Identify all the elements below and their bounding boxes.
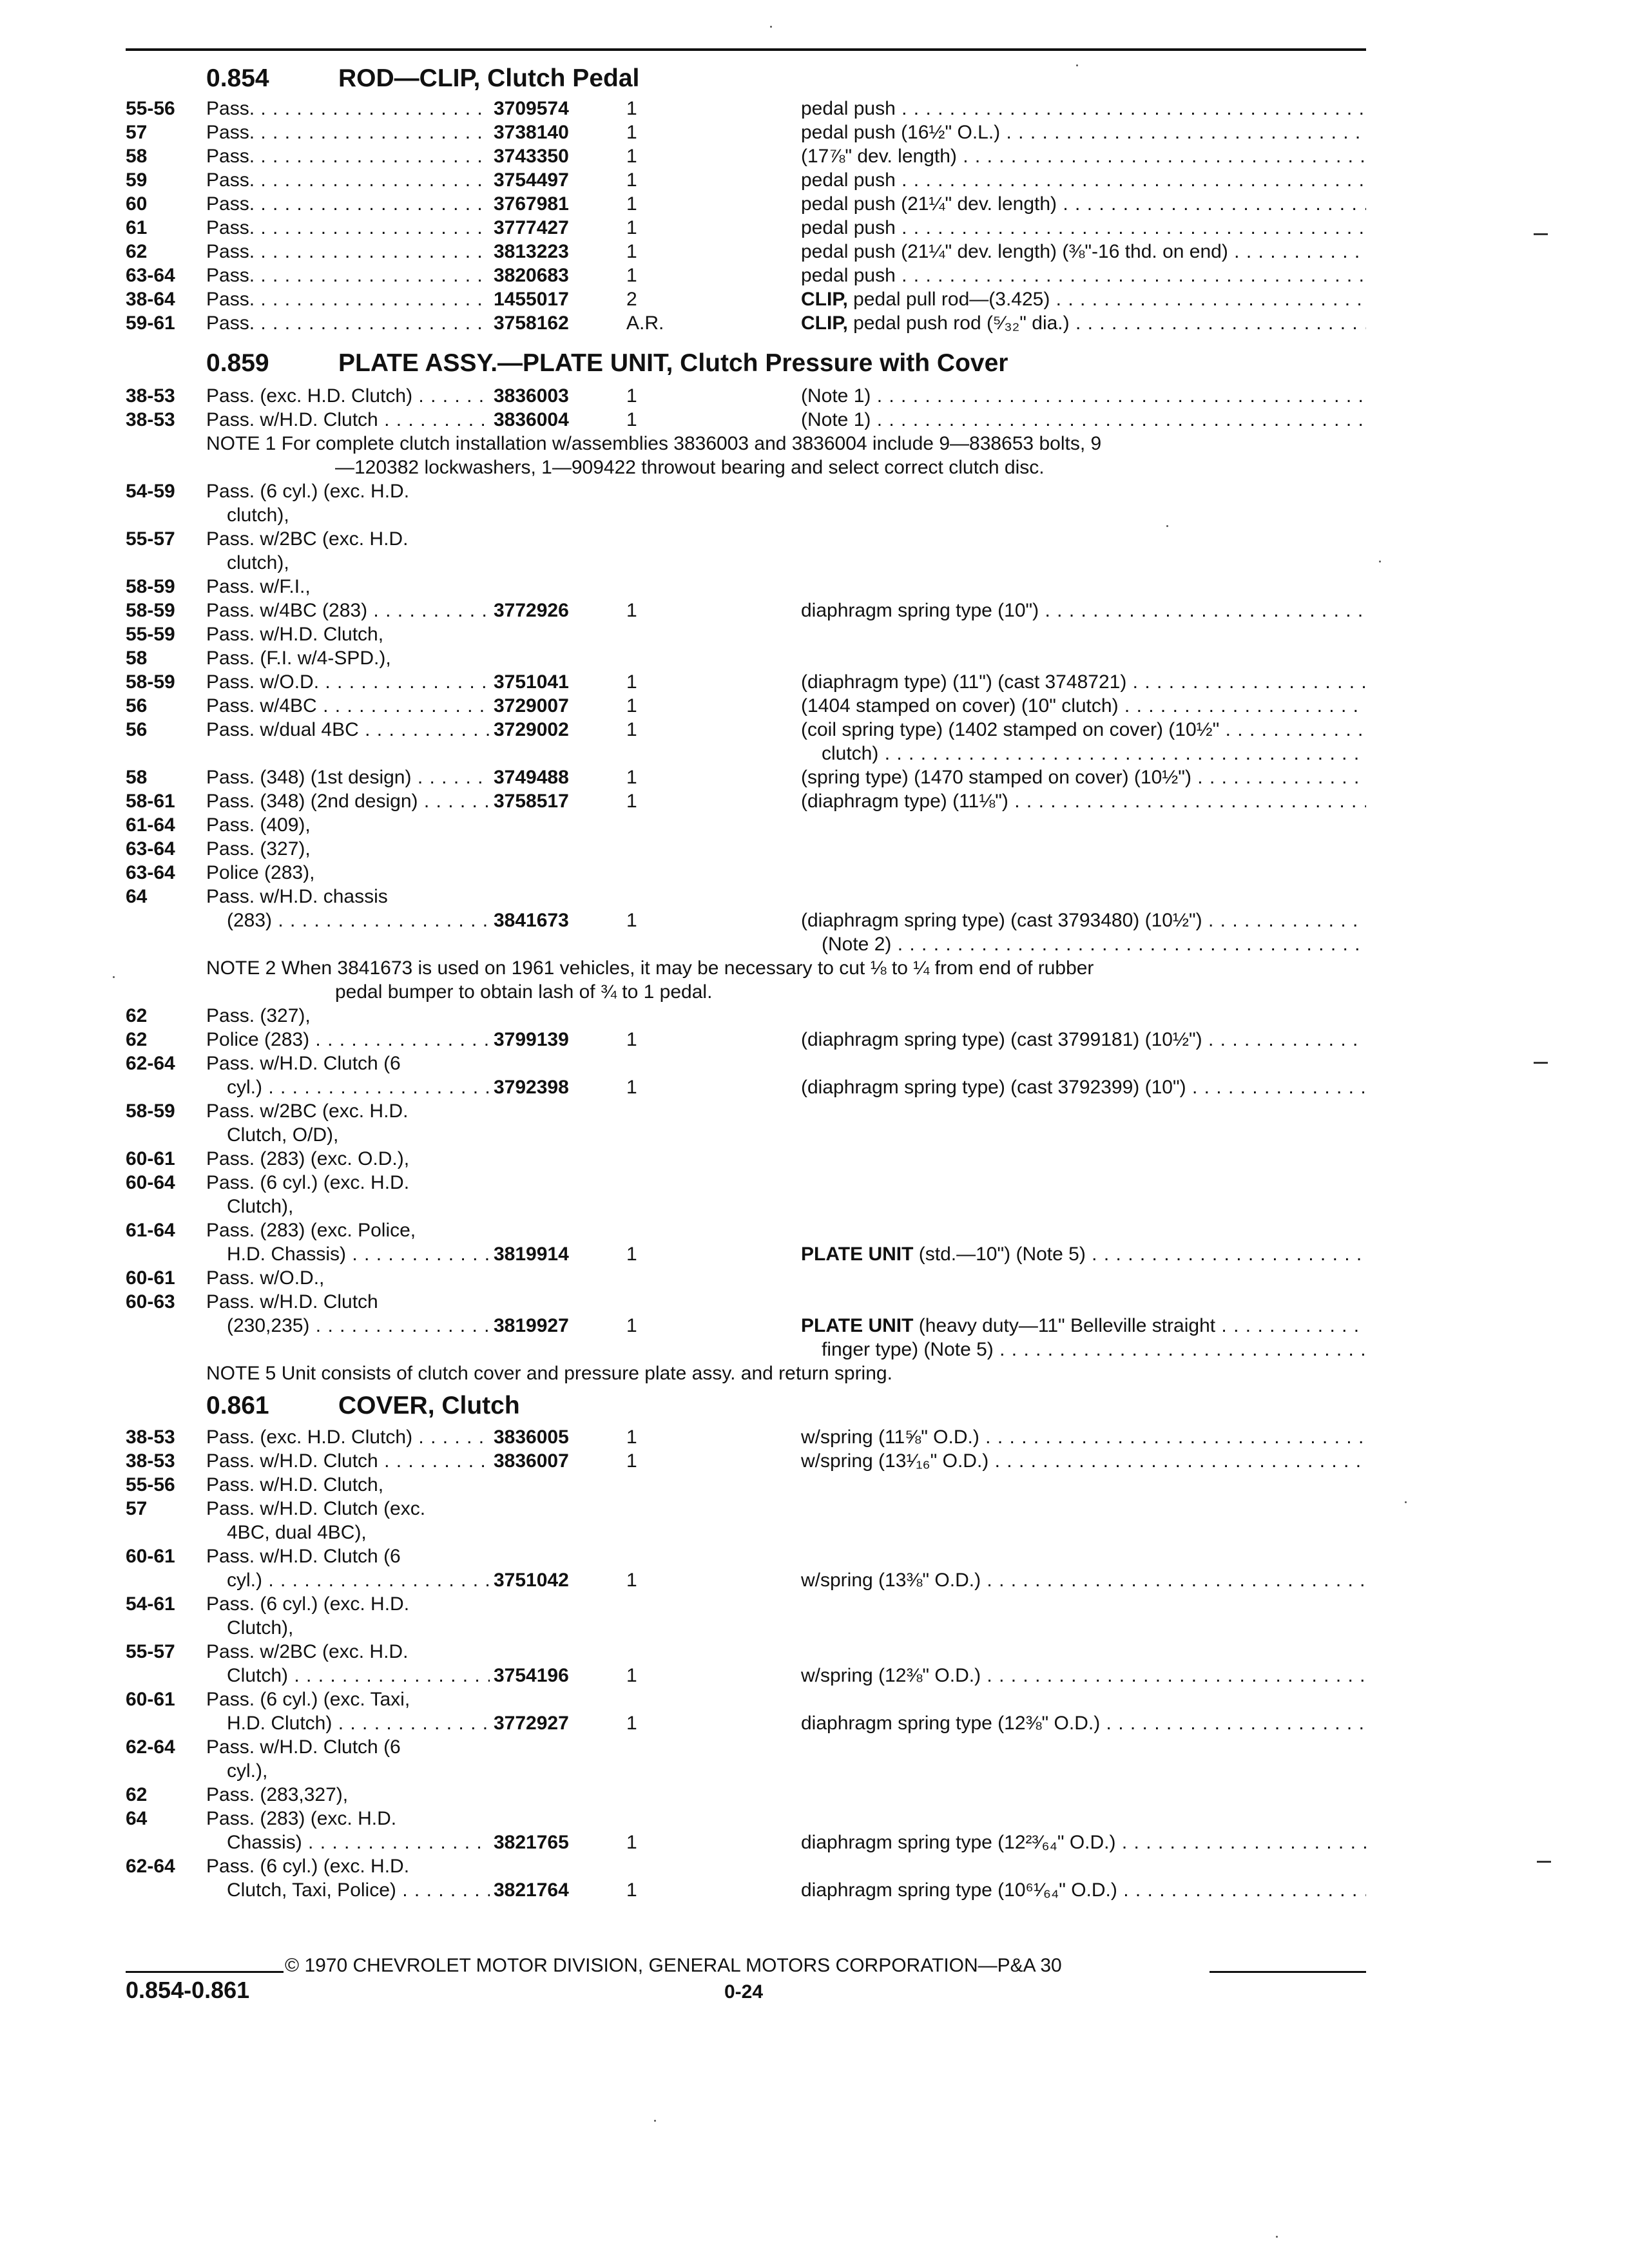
part-number: 1455017 (494, 289, 569, 310)
part-number: 3836004 (494, 409, 569, 430)
application-description: Pass. w/2BC (exc. H.D. (206, 1641, 409, 1662)
application-description: Pass. (6 cyl.) (exc. H.D. (206, 481, 410, 502)
quantity: 1 (626, 98, 637, 119)
remarks (801, 1427, 1366, 1448)
remarks-text: (Note 1) (801, 385, 871, 407)
application-description: Pass. . . . (206, 146, 490, 168)
model-years: 56 (126, 719, 148, 740)
remarks-text: (1404 stamped on cover) (10" clutch) (801, 695, 1119, 716)
remarks-text: pedal push (801, 169, 896, 191)
note-1: NOTE 1 For complete clutch installation w/assemblies 3836003 and 3836004 include 9—838653 bolts, 9 (206, 433, 1102, 454)
model-years: 60-64 (126, 1172, 175, 1193)
remarks (801, 719, 1366, 741)
scan-mark (1534, 233, 1548, 235)
quantity: 1 (626, 910, 637, 931)
application-description: Pass. w/H.D. Clutch, (206, 624, 384, 645)
remarks (801, 289, 1366, 311)
part-number: 3758517 (494, 791, 569, 812)
remarks (801, 767, 1366, 789)
footer-rule-right (1210, 1971, 1366, 1973)
quantity: 1 (626, 193, 637, 215)
quantity: 1 (626, 1879, 637, 1901)
application-description: Chassis) . . . (227, 1832, 490, 1854)
remarks-text: w/spring (13¹⁄₁₆" O.D.) (801, 1450, 989, 1472)
application-description: Pass. (exc. H.D. Clutch) . . . (206, 385, 490, 407)
section-title: PLATE ASSY.—PLATE UNIT, Clutch Pressure with Cover (338, 349, 1008, 377)
application-description: Pass. . . . (206, 265, 490, 287)
quantity: 1 (626, 719, 637, 740)
model-years: 60-61 (126, 1267, 175, 1289)
application-description: Pass. . . . (206, 312, 490, 334)
scan-speck (654, 2120, 656, 2122)
remarks (801, 1450, 1366, 1472)
section-number: 0.854 (206, 64, 269, 92)
remarks (801, 1315, 1366, 1337)
scan-mark (1537, 1861, 1551, 1863)
part-number: 3754196 (494, 1665, 569, 1686)
remarks (801, 1713, 1366, 1735)
part-number: 3758162 (494, 312, 569, 334)
remarks (801, 671, 1366, 693)
section-number: 0.859 (206, 349, 269, 377)
note-2: NOTE 2 When 3841673 is used on 1961 vehicles, it may be necessary to cut ⅛ to ¼ from end of rubber (206, 957, 1094, 979)
quantity: 1 (626, 265, 637, 286)
remarks (801, 193, 1366, 215)
remarks (801, 1570, 1366, 1591)
application-description: Pass. . . . (206, 193, 490, 215)
application-description: Pass. w/H.D. Clutch . . . (206, 1450, 490, 1472)
quantity: 1 (626, 146, 637, 167)
scan-speck (1379, 561, 1381, 562)
section-title: COVER, Clutch (338, 1392, 520, 1419)
remarks-text: diaphragm spring type (12²³⁄₆₄" O.D.) (801, 1832, 1116, 1853)
model-years: 60 (126, 193, 148, 215)
application-description: Pass. w/4BC (283) . . . (206, 600, 490, 622)
application-description: Pass. . . . (206, 122, 490, 144)
application-description: Pass. w/O.D., (206, 1267, 325, 1289)
note-1-continued: —120382 lockwashers, 1—909422 throwout bearing and select correct clutch disc. (335, 457, 1045, 478)
remarks-continued: (Note 2) . . . (822, 934, 1366, 956)
model-years: 61-64 (126, 1220, 175, 1241)
quantity: 1 (626, 122, 637, 143)
part-number: 3836005 (494, 1427, 569, 1448)
model-years: 56 (126, 695, 148, 716)
application-description: Clutch, Taxi, Police) . . . (227, 1879, 490, 1901)
application-description: Pass. (283) (exc. Police, (206, 1220, 416, 1241)
application-description: Pass. (exc. H.D. Clutch) . . . (206, 1427, 490, 1448)
application-description: H.D. Clutch) . . . (227, 1713, 490, 1735)
quantity: 1 (626, 1570, 637, 1591)
remarks-text: diaphragm spring type (10⁶¹⁄₆₄" O.D.) (801, 1879, 1117, 1901)
model-years: 55-56 (126, 1474, 175, 1495)
remarks-text: pedal push rod (⁵⁄₃₂" dia.) (853, 312, 1070, 334)
part-number: 3777427 (494, 217, 569, 238)
remarks-text: pedal push (21¼" dev. length) (801, 193, 1057, 215)
application-description: Pass. (348) (1st design) . . . (206, 767, 490, 789)
remarks (801, 409, 1366, 431)
scan-speck (1166, 525, 1168, 527)
quantity: 1 (626, 169, 637, 191)
part-number: 3772926 (494, 600, 569, 621)
remarks-part-name: CLIP, (801, 312, 848, 334)
remarks-text: (std.—10") (Note 5) (918, 1244, 1086, 1265)
note-5: NOTE 5 Unit consists of clutch cover and pressure plate assy. and return spring. (206, 1363, 892, 1384)
part-number: 3767981 (494, 193, 569, 215)
quantity: 1 (626, 767, 637, 788)
model-years: 61-64 (126, 814, 175, 836)
application-description: Pass. . . . (206, 289, 490, 311)
remarks-text: (diaphragm type) (11⅛") (801, 791, 1008, 812)
application-description: Pass. (6 cyl.) (exc. H.D. (206, 1593, 410, 1615)
model-years: 61 (126, 217, 148, 238)
quantity: 1 (626, 1832, 637, 1853)
quantity: 1 (626, 695, 637, 716)
model-years: 58-59 (126, 671, 175, 693)
remarks (801, 122, 1366, 144)
model-years: 60-61 (126, 1546, 175, 1567)
model-years: 58-61 (126, 791, 175, 812)
remarks-text: (17⅞" dev. length) (801, 146, 957, 167)
part-number: 3751041 (494, 671, 569, 693)
remarks (801, 600, 1366, 622)
application-description: (230,235) . . . (227, 1315, 490, 1337)
part-number: 3821764 (494, 1879, 569, 1901)
application-description: Pass. (283,327), (206, 1784, 349, 1805)
quantity: 1 (626, 1077, 637, 1098)
note-2-continued: pedal bumper to obtain lash of ¾ to 1 pedal. (335, 981, 713, 1003)
part-number: 3820683 (494, 265, 569, 286)
part-number: 3772927 (494, 1713, 569, 1734)
application-description: Pass. w/H.D. Clutch (exc. (206, 1498, 426, 1519)
remarks-text: (diaphragm spring type) (cast 3799181) (10½") (801, 1029, 1202, 1050)
application-description: (283) . . . (227, 910, 490, 932)
application-description: Pass. w/2BC (exc. H.D. (206, 528, 409, 550)
quantity: 1 (626, 217, 637, 238)
quantity: 2 (626, 289, 637, 310)
model-years: 38-53 (126, 1427, 175, 1448)
application-description: Police (283) . . . (206, 1029, 490, 1051)
application-description: Pass. (283) (exc. O.D.), (206, 1148, 410, 1169)
part-number: 3751042 (494, 1570, 569, 1591)
application-description: Pass. w/H.D. chassis (206, 886, 388, 907)
remarks-text: pedal push (801, 217, 896, 238)
model-years: 59-61 (126, 312, 175, 334)
quantity: 1 (626, 1427, 637, 1448)
remarks (801, 695, 1366, 717)
part-number: 3799139 (494, 1029, 569, 1050)
scan-speck (1076, 64, 1078, 66)
model-years: 60-61 (126, 1689, 175, 1710)
application-description: 4BC, dual 4BC), (227, 1522, 367, 1543)
part-number: 3729002 (494, 719, 569, 740)
application-description: cyl.) . . . (227, 1570, 490, 1591)
application-description: Pass. w/F.I., (206, 576, 311, 597)
application-description: Pass. w/2BC (exc. H.D. (206, 1100, 409, 1122)
remarks-text: (diaphragm spring type) (cast 3792399) (10") (801, 1077, 1186, 1098)
remarks-text: (coil spring type) (1402 stamped on cover) (10½" (801, 719, 1220, 740)
application-description: Clutch, O/D), (227, 1124, 339, 1146)
model-years: 58-59 (126, 600, 175, 621)
model-years: 54-59 (126, 481, 175, 502)
application-description: Pass. (327), (206, 838, 311, 860)
remarks-text: (diaphragm type) (11") (cast 3748721) (801, 671, 1127, 693)
section-number: 0.861 (206, 1392, 269, 1419)
model-years: 57 (126, 1498, 148, 1519)
part-number: 3729007 (494, 695, 569, 716)
remarks (801, 312, 1366, 334)
remarks-part-name: PLATE UNIT (801, 1244, 914, 1265)
quantity: 1 (626, 241, 637, 262)
remarks (801, 146, 1366, 168)
model-years: 58-59 (126, 1100, 175, 1122)
remarks-text: (diaphragm spring type) (cast 3793480) (10½") (801, 910, 1202, 931)
application-description: Pass. (409), (206, 814, 311, 836)
remarks-text: w/spring (13⅜" O.D.) (801, 1570, 981, 1591)
remarks (801, 241, 1366, 263)
model-years: 59 (126, 169, 148, 191)
application-description: Pass. . . . (206, 241, 490, 263)
application-description: Pass. . . . (206, 169, 490, 191)
application-description: Pass. (6 cyl.) (exc. H.D. (206, 1172, 410, 1193)
scan-mark (1534, 1062, 1548, 1064)
model-years: 38-53 (126, 1450, 175, 1472)
part-number: 3749488 (494, 767, 569, 788)
application-description: Pass. w/H.D. Clutch, (206, 1474, 384, 1495)
remarks (801, 1029, 1366, 1051)
part-number: 3813223 (494, 241, 569, 262)
model-years: 55-57 (126, 1641, 175, 1662)
model-years: 62-64 (126, 1736, 175, 1758)
model-years: 55-57 (126, 528, 175, 550)
model-years: 58 (126, 767, 148, 788)
application-description: Police (283), (206, 862, 315, 883)
model-years: 64 (126, 1808, 148, 1829)
model-years: 58-59 (126, 576, 175, 597)
remarks-text: diaphragm spring type (12⅜" O.D.) (801, 1713, 1101, 1734)
part-number: 3821765 (494, 1832, 569, 1853)
remarks-text: pedal push (801, 98, 896, 119)
part-number: 3792398 (494, 1077, 569, 1098)
remarks-continued: finger type) (Note 5) . . . (822, 1339, 1366, 1361)
remarks-text: pedal push (16½" O.L.) (801, 122, 1001, 143)
model-years: 58 (126, 146, 148, 167)
quantity: 1 (626, 1029, 637, 1050)
application-description: H.D. Chassis) . . . (227, 1244, 490, 1265)
application-description: Pass. . . . (206, 98, 490, 120)
scan-speck (113, 976, 115, 978)
application-description: Pass. w/H.D. Clutch . . . (206, 409, 490, 431)
quantity: A.R. (626, 312, 664, 334)
remarks (801, 1832, 1366, 1854)
remarks (801, 791, 1366, 812)
part-number: 3836007 (494, 1450, 569, 1472)
remarks (801, 910, 1366, 932)
application-description: Pass. w/H.D. Clutch (6 (206, 1546, 401, 1567)
model-years: 62 (126, 1784, 148, 1805)
remarks-continued: clutch) . . . (822, 743, 1366, 765)
part-number: 3743350 (494, 146, 569, 167)
model-years: 38-64 (126, 289, 175, 310)
model-years: 62-64 (126, 1856, 175, 1877)
quantity: 1 (626, 600, 637, 621)
part-number: 3819927 (494, 1315, 569, 1336)
part-number: 3819914 (494, 1244, 569, 1265)
remarks-text: w/spring (12⅜" O.D.) (801, 1665, 981, 1686)
application-description: cyl.) . . . (227, 1077, 490, 1099)
quantity: 1 (626, 1315, 637, 1336)
remarks (801, 169, 1366, 191)
model-years: 58 (126, 648, 148, 669)
scan-speck (1276, 2236, 1278, 2238)
model-years: 55-56 (126, 98, 175, 119)
application-description: Pass. w/H.D. Clutch (6 (206, 1736, 401, 1758)
model-years: 57 (126, 122, 148, 143)
application-description: cyl.), (227, 1760, 268, 1782)
remarks-text: (Note 1) (801, 409, 871, 430)
application-description: Pass. w/H.D. Clutch (6 (206, 1053, 401, 1074)
footer-page-number: 0-24 (724, 1981, 764, 2003)
scan-speck (770, 26, 772, 28)
quantity: 1 (626, 385, 637, 407)
scan-speck (1405, 1501, 1407, 1503)
application-description: Pass. (348) (2nd design) . . . (206, 791, 490, 812)
model-years: 38-53 (126, 409, 175, 430)
part-number: 3754497 (494, 169, 569, 191)
application-description: clutch), (227, 552, 289, 573)
section-title: ROD—CLIP, Clutch Pedal (338, 64, 640, 92)
model-years: 62 (126, 241, 148, 262)
model-years: 60-63 (126, 1291, 175, 1312)
application-description: Clutch) . . . (227, 1665, 490, 1687)
application-description: Pass. (6 cyl.) (exc. H.D. (206, 1856, 410, 1877)
application-description: Pass. (F.I. w/4-SPD.), (206, 648, 391, 669)
footer-rule-left (126, 1971, 284, 1973)
quantity: 1 (626, 791, 637, 812)
remarks-text: diaphragm spring type (10") (801, 600, 1039, 621)
remarks (801, 265, 1366, 287)
model-years: 55-59 (126, 624, 175, 645)
part-number: 3841673 (494, 910, 569, 931)
model-years: 64 (126, 886, 148, 907)
model-years: 60-61 (126, 1148, 175, 1169)
top-rule (126, 48, 1366, 51)
model-years: 54-61 (126, 1593, 175, 1615)
application-description: Pass. (283) (exc. H.D. (206, 1808, 397, 1829)
application-description: Clutch), (227, 1196, 294, 1217)
remarks (801, 1879, 1366, 1901)
remarks-text: pedal pull rod—(3.425) (853, 289, 1050, 310)
remarks-text: (spring type) (1470 stamped on cover) (10½") (801, 767, 1191, 788)
model-years: 62-64 (126, 1053, 175, 1074)
remarks-text: pedal push (801, 265, 896, 286)
application-description: Clutch), (227, 1617, 294, 1639)
model-years: 38-53 (126, 385, 175, 407)
application-description: Pass. w/dual 4BC . . . (206, 719, 490, 741)
remarks (801, 1244, 1366, 1265)
remarks-part-name: PLATE UNIT (801, 1315, 914, 1336)
application-description: Pass. w/H.D. Clutch (206, 1291, 378, 1312)
quantity: 1 (626, 409, 637, 430)
application-description: Pass. . . . (206, 217, 490, 239)
remarks-text: (heavy duty—11" Belleville straight (918, 1315, 1216, 1336)
remarks-text: pedal push (21¼" dev. length) (⅜"-16 thd. on end) (801, 241, 1228, 262)
remarks-part-name: CLIP, (801, 289, 848, 310)
model-years: 63-64 (126, 838, 175, 860)
application-description: Pass. (6 cyl.) (exc. Taxi, (206, 1689, 410, 1710)
application-description: Pass. w/O.D. . . . (206, 671, 490, 693)
remarks (801, 1665, 1366, 1687)
model-years: 62 (126, 1005, 148, 1026)
quantity: 1 (626, 1450, 637, 1472)
remarks (801, 1077, 1366, 1099)
remarks (801, 98, 1366, 120)
remarks (801, 385, 1366, 407)
remarks (801, 217, 1366, 239)
quantity: 1 (626, 1665, 637, 1686)
remarks-text: w/spring (11⅝" O.D.) (801, 1427, 979, 1448)
part-number: 3709574 (494, 98, 569, 119)
footer-copyright: © 1970 CHEVROLET MOTOR DIVISION, GENERAL MOTORS CORPORATION—P&A 30 (285, 1955, 1062, 1976)
part-number: 3738140 (494, 122, 569, 143)
part-number: 3836003 (494, 385, 569, 407)
model-years: 62 (126, 1029, 148, 1050)
quantity: 1 (626, 1713, 637, 1734)
model-years: 63-64 (126, 862, 175, 883)
application-description: Pass. (327), (206, 1005, 311, 1026)
application-description: clutch), (227, 505, 289, 526)
application-description: Pass. w/4BC . . . (206, 695, 490, 717)
model-years: 63-64 (126, 265, 175, 286)
quantity: 1 (626, 671, 637, 693)
quantity: 1 (626, 1244, 637, 1265)
footer-section-range: 0.854-0.861 (126, 1977, 250, 2003)
